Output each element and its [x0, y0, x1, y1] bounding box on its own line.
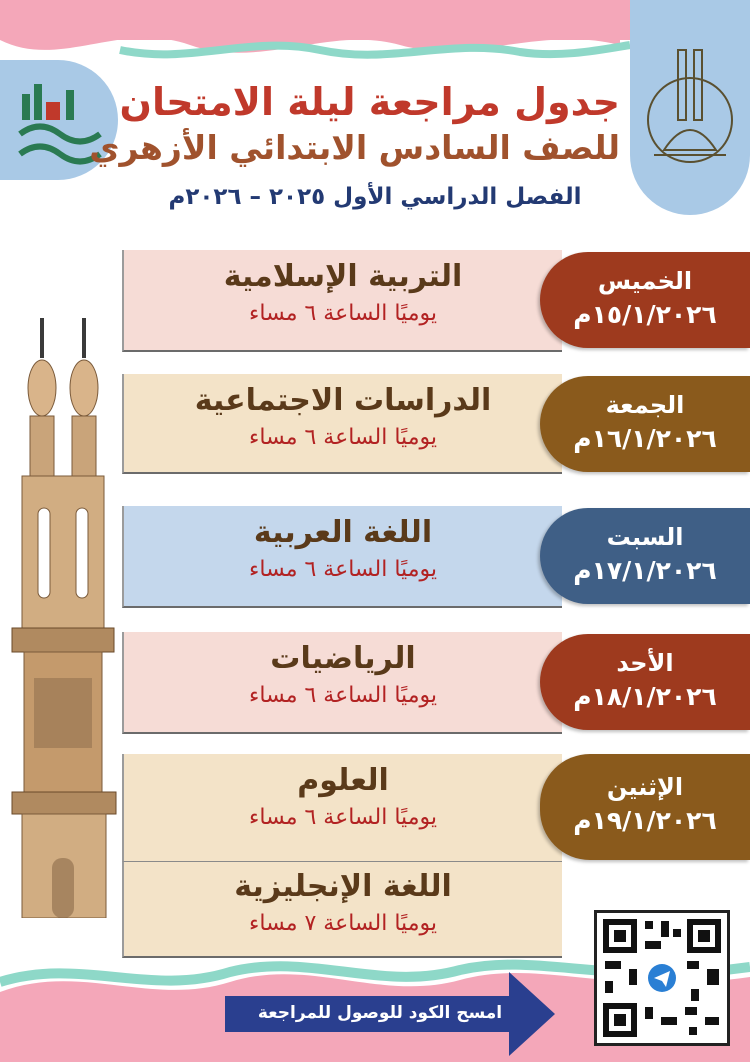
day-pill	[540, 376, 750, 472]
day-pill	[540, 754, 750, 860]
header	[89, 78, 620, 214]
subject-name: العلوم	[297, 763, 389, 798]
azhar-logo	[630, 0, 750, 215]
subject-name: اللغة الإنجليزية	[234, 869, 452, 904]
schedule-row-thursday	[122, 250, 750, 352]
subject-card	[122, 506, 562, 608]
day-pill	[540, 252, 750, 348]
day-name: الإثنين	[606, 773, 684, 801]
term-label: الفصل الدراسي الأول ٢٠٢٥ – ٢٠٢٦م	[168, 184, 582, 210]
subject-time: يوميًا الساعة ٦ مساء	[249, 557, 437, 582]
subject-time: يوميًا الساعة ٦ مساء	[249, 301, 437, 326]
page-subtitle: للصف السادس الابتدائي الأزهري	[89, 128, 620, 167]
day-pill	[540, 508, 750, 604]
subject-name: التربية الإسلامية	[223, 259, 463, 294]
subject-card	[122, 374, 562, 474]
subject-time: يوميًا الساعة ٧ مساء	[249, 911, 437, 936]
page-title: جدول مراجعة ليلة الامتحان	[119, 80, 620, 124]
day-name: السبت	[606, 523, 684, 551]
qr-code-icon	[601, 917, 723, 1039]
day-date: ١٦/١/٢٠٢٦م	[573, 424, 717, 453]
subject-name: اللغة العربية	[253, 515, 433, 550]
subject-card-extra	[122, 862, 562, 958]
azhar-logo-icon	[644, 40, 736, 200]
minaret-illustration	[8, 318, 120, 918]
subject-name: الدراسات الاجتماعية	[194, 383, 492, 418]
day-name: الخميس	[597, 267, 693, 295]
subject-card	[122, 632, 562, 734]
subject-time: يوميًا الساعة ٦ مساء	[249, 425, 437, 450]
day-pill	[540, 634, 750, 730]
day-date: ١٥/١/٢٠٢٦م	[573, 300, 717, 329]
subject-time: يوميًا الساعة ٦ مساء	[249, 683, 437, 708]
subject-time: يوميًا الساعة ٦ مساء	[249, 805, 437, 830]
day-name: الأحد	[616, 649, 674, 677]
subject-card	[122, 250, 562, 352]
day-date: ١٩/١/٢٠٢٦م	[573, 806, 717, 835]
schedule-row-saturday	[122, 506, 750, 608]
qr-code[interactable]	[594, 910, 730, 1046]
schedule-row-sunday	[122, 632, 750, 734]
subject-card	[122, 754, 562, 862]
day-date: ١٧/١/٢٠٢٦م	[573, 556, 717, 585]
day-date: ١٨/١/٢٠٢٦م	[573, 682, 717, 711]
day-name: الجمعة	[605, 391, 685, 419]
subject-name: الرياضيات	[270, 641, 416, 676]
schedule-row-friday	[122, 374, 750, 474]
scan-label: امسح الكود للوصول للمراجعة	[257, 1003, 503, 1023]
